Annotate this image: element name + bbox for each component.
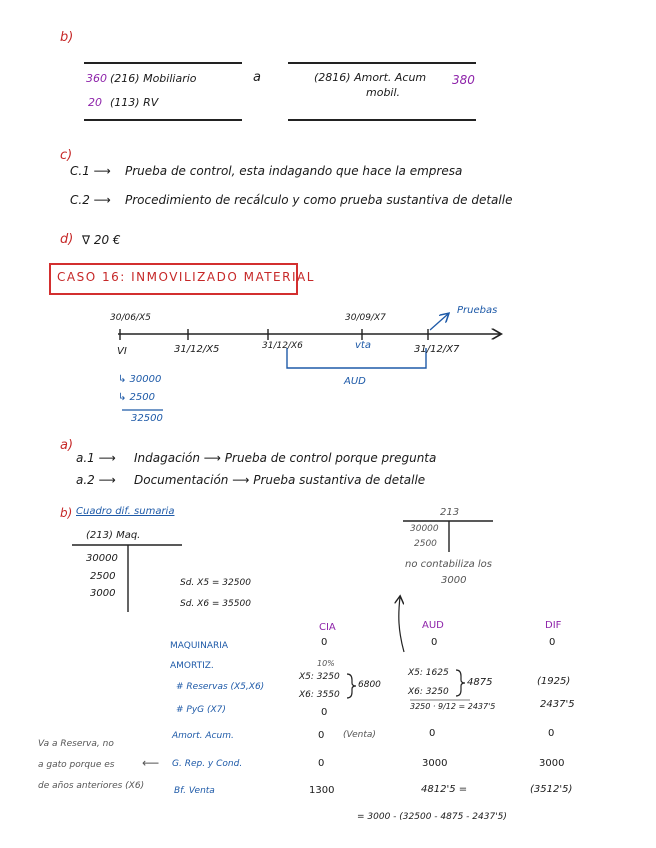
- amort-acum-dif: 0: [548, 728, 555, 739]
- cuadro-title: Cuadro dif. sumaria: [76, 506, 175, 517]
- timeline-sum-total: 32500: [131, 413, 163, 424]
- maquinaria-cia: 0: [321, 637, 328, 648]
- debit-amount-1: 360: [86, 72, 107, 85]
- caso-title: CASO 16: INMOVILIZADO MATERIAL: [57, 270, 315, 284]
- timeline-start-label: VI: [117, 346, 127, 357]
- c1-text: Prueba de control, esta indagando que hace la empresa: [125, 164, 463, 178]
- row-maquinaria-label: MAQUINARIA: [170, 641, 229, 651]
- timeline-top-date-1: 30/06/X5: [110, 313, 151, 323]
- timeline-date-2: 31/12/X6: [262, 341, 303, 351]
- bfventa-dif: (3512'5): [530, 784, 573, 795]
- timeline-sum-2: ↳ 2500: [118, 392, 156, 403]
- pyg-cia: 0: [321, 707, 328, 718]
- bfventa-aud: 4812'5 =: [421, 784, 468, 795]
- no-contabiliza-value: 3000: [441, 575, 467, 586]
- t-account-maq-value-1: 30000: [86, 553, 118, 564]
- no-contabiliza: no contabiliza los: [405, 559, 492, 570]
- row-grep-label: G. Rep. y Cond.: [172, 759, 243, 769]
- a1-prefix: a.1 ⟶: [76, 451, 116, 465]
- side-note-line2: a gato porque es: [38, 760, 115, 770]
- reservas-cia-x5: X5: 3250: [299, 672, 340, 682]
- credit-account-line2: mobil.: [366, 86, 401, 99]
- credit-amount: 380: [452, 73, 475, 87]
- section-d-label: d): [60, 232, 74, 247]
- section-d-text: ∇ 20 €: [82, 233, 121, 247]
- saldo-x5: Sd. X5 = 32500: [180, 578, 251, 588]
- col-aud-header: AUD: [422, 620, 444, 631]
- a2-prefix: a.2 ⟶: [76, 473, 116, 487]
- grep-cia: 0: [318, 758, 325, 769]
- reservas-cia-pct: 10%: [317, 659, 335, 668]
- side-note-line3: de años anteriores (X6): [38, 781, 145, 791]
- grep-aud: 3000: [422, 758, 448, 769]
- saldo-x6: Sd. X6 = 35500: [180, 599, 251, 609]
- amort-acum-aud: 0: [429, 728, 436, 739]
- t-account-maq-header: (213) Maq.: [86, 530, 141, 541]
- aud-brace: [456, 670, 465, 696]
- row-amort-acum-label: Amort. Acum.: [172, 731, 234, 741]
- amort-acum-cia-note: (Venta): [343, 730, 376, 740]
- bfventa-formula: = 3000 - (32500 - 4875 - 2437'5): [357, 812, 507, 822]
- timeline-aud: AUD: [344, 376, 366, 387]
- reservas-aud-x6: X6: 3250: [408, 687, 449, 697]
- reservas-dif: (1925): [537, 676, 571, 687]
- t-account-213-header: 213: [440, 507, 460, 518]
- pyg-dif: 2437'5: [540, 699, 575, 710]
- col-dif-header: DIF: [545, 620, 562, 631]
- aud-bracket: [287, 348, 426, 368]
- section-b-label: b): [60, 30, 74, 45]
- timeline-vta: vta: [355, 340, 371, 351]
- col-cia-header: CIA: [319, 622, 336, 633]
- credit-account-line1: (2816) Amort. Acum: [314, 71, 427, 84]
- row-amortiz-label: AMORTIZ.: [170, 661, 214, 671]
- maquinaria-aud: 0: [431, 637, 438, 648]
- row-reservas-label: # Reservas (X5,X6): [176, 682, 265, 692]
- reservas-aud-x5: X5: 1625: [408, 668, 449, 678]
- pyg-aud: 3250 · 9/12 = 2437'5: [410, 702, 496, 711]
- a2-text: Documentación ⟶ Prueba sustantiva de detalle: [134, 473, 426, 487]
- t-account-213-value-1: 30000: [410, 524, 439, 534]
- debit-account-1: (216) Mobiliario: [110, 72, 197, 85]
- amort-acum-cia: 0: [318, 730, 325, 741]
- grep-dif: 3000: [539, 758, 565, 769]
- up-arrow: [399, 597, 404, 652]
- timeline-date-1: 31/12/X5: [174, 344, 220, 355]
- pruebas-arrow: [430, 314, 448, 330]
- row-pyg-label: # PyG (X7): [176, 705, 226, 715]
- timeline-sum-1: ↳ 30000: [118, 374, 162, 385]
- bfventa-cia: 1300: [309, 785, 335, 796]
- reservas-aud-total: 4875: [467, 677, 493, 688]
- section-a-label: a): [60, 438, 74, 453]
- section-b2-label: b): [60, 506, 73, 520]
- t-account-maq-value-2: 2500: [90, 571, 116, 582]
- entry-connector: a: [253, 70, 261, 85]
- timeline-pruebas: Pruebas: [457, 305, 498, 316]
- side-note-arrow: ⟵: [142, 756, 160, 770]
- reservas-cia-total: 6800: [358, 680, 381, 690]
- a1-text: Indagación ⟶ Prueba de control porque pregunta: [134, 451, 437, 465]
- t-account-maq-value-3: 3000: [90, 588, 116, 599]
- t-account-213-value-2: 2500: [414, 539, 437, 549]
- timeline-top-date-2: 30/09/X7: [345, 313, 386, 323]
- maquinaria-dif: 0: [549, 637, 556, 648]
- debit-account-2: (113) RV: [110, 96, 159, 109]
- side-note-line1: Va a Reserva, no: [38, 739, 114, 749]
- c2-text: Procedimiento de recálculo y como prueba sustantiva de detalle: [125, 193, 513, 207]
- timeline-date-3: 31/12/X7: [414, 344, 460, 355]
- reservas-cia-x6: X6: 3550: [299, 690, 340, 700]
- debit-amount-2: 20: [88, 96, 102, 109]
- row-bfventa-label: Bf. Venta: [174, 786, 215, 796]
- c1-prefix: C.1 ⟶: [70, 164, 111, 178]
- cia-brace: [347, 674, 356, 698]
- section-c-label: c): [60, 148, 73, 163]
- c2-prefix: C.2 ⟶: [70, 193, 111, 207]
